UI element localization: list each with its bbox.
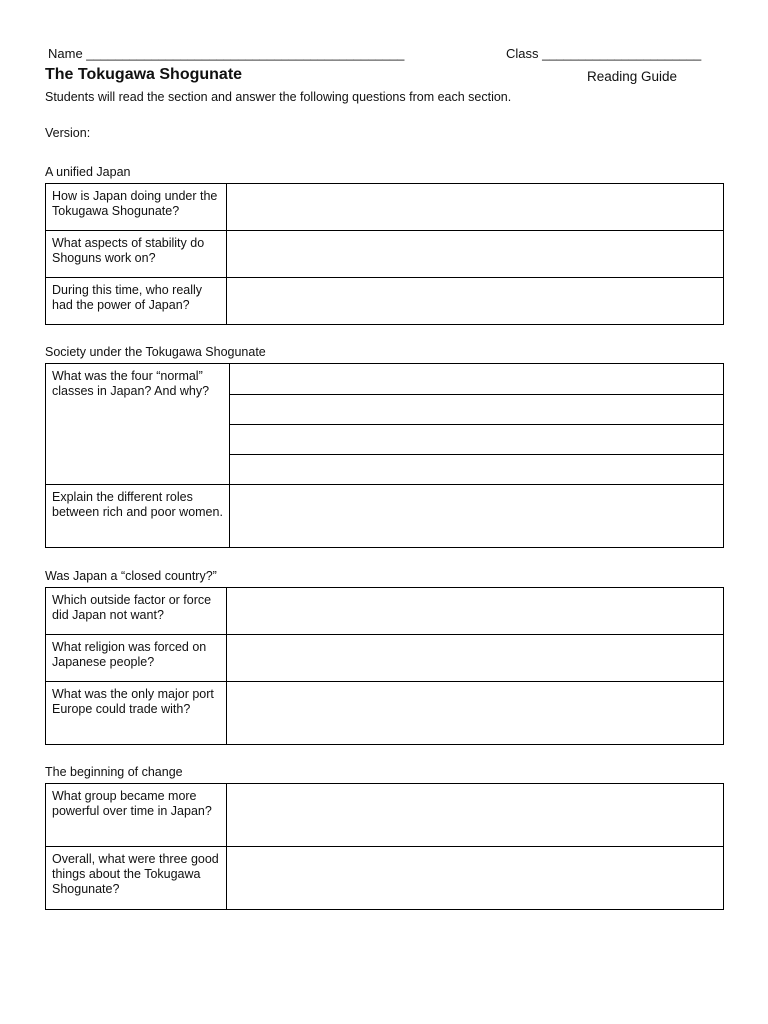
table-row xyxy=(46,847,724,910)
question-cell: What aspects of stability do Shoguns work on? xyxy=(46,231,227,278)
table-row xyxy=(46,588,724,635)
table-row xyxy=(46,184,724,231)
version-label: Version: xyxy=(45,126,91,140)
section-heading-beginning-of-change: The beginning of change xyxy=(45,765,183,779)
question-table-closed-country xyxy=(45,587,724,745)
question-cell: During this time, who really had the power of Japan? xyxy=(46,278,227,325)
question-cell: Explain the different roles between rich and poor women. xyxy=(46,485,230,548)
answer-cell[interactable] xyxy=(227,231,724,278)
question-cell: Overall, what were three good things about the Tokugawa Shogunate? xyxy=(46,847,227,910)
question-cell: What was the four “normal” classes in Japan? And why? xyxy=(46,364,230,485)
table-row xyxy=(46,485,724,548)
question-cell: What group became more powerful over time in Japan? xyxy=(46,784,227,847)
question-cell: What was the only major port Europe could trade with? xyxy=(46,682,227,745)
section-heading-unified-japan: A unified Japan xyxy=(45,165,131,179)
document-type: Reading Guide xyxy=(587,69,678,84)
table-row xyxy=(46,231,724,278)
question-cell: How is Japan doing under the Tokugawa Shogunate? xyxy=(46,184,227,231)
class-field-label: Class ______________________ xyxy=(506,46,702,61)
table-row xyxy=(46,784,724,847)
question-table-society xyxy=(45,363,724,548)
answer-cell[interactable] xyxy=(230,364,724,395)
answer-cell[interactable] xyxy=(227,184,724,231)
table-row xyxy=(46,364,724,395)
answer-cell[interactable] xyxy=(227,682,724,745)
answer-cell[interactable] xyxy=(227,784,724,847)
page-title: The Tokugawa Shogunate xyxy=(45,66,243,83)
section-heading-society: Society under the Tokugawa Shogunate xyxy=(45,345,266,359)
instructions: Students will read the section and answer the following questions from each section. xyxy=(45,90,512,104)
name-field-label: Name ____________________________________________ xyxy=(48,46,405,61)
answer-cell[interactable] xyxy=(230,485,724,548)
answer-cell[interactable] xyxy=(230,455,724,485)
answer-cell[interactable] xyxy=(227,635,724,682)
answer-cell[interactable] xyxy=(227,847,724,910)
table-row xyxy=(46,682,724,745)
answer-cell[interactable] xyxy=(230,425,724,455)
question-table-beginning-of-change xyxy=(45,783,724,910)
table-row xyxy=(46,278,724,325)
question-cell: Which outside factor or force did Japan not want? xyxy=(46,588,227,635)
answer-cell[interactable] xyxy=(227,278,724,325)
table-row xyxy=(46,635,724,682)
answer-cell[interactable] xyxy=(227,588,724,635)
section-heading-closed-country: Was Japan a “closed country?” xyxy=(45,569,217,583)
question-cell: What religion was forced on Japanese people? xyxy=(46,635,227,682)
question-table-unified-japan xyxy=(45,183,724,325)
answer-cell[interactable] xyxy=(230,395,724,425)
